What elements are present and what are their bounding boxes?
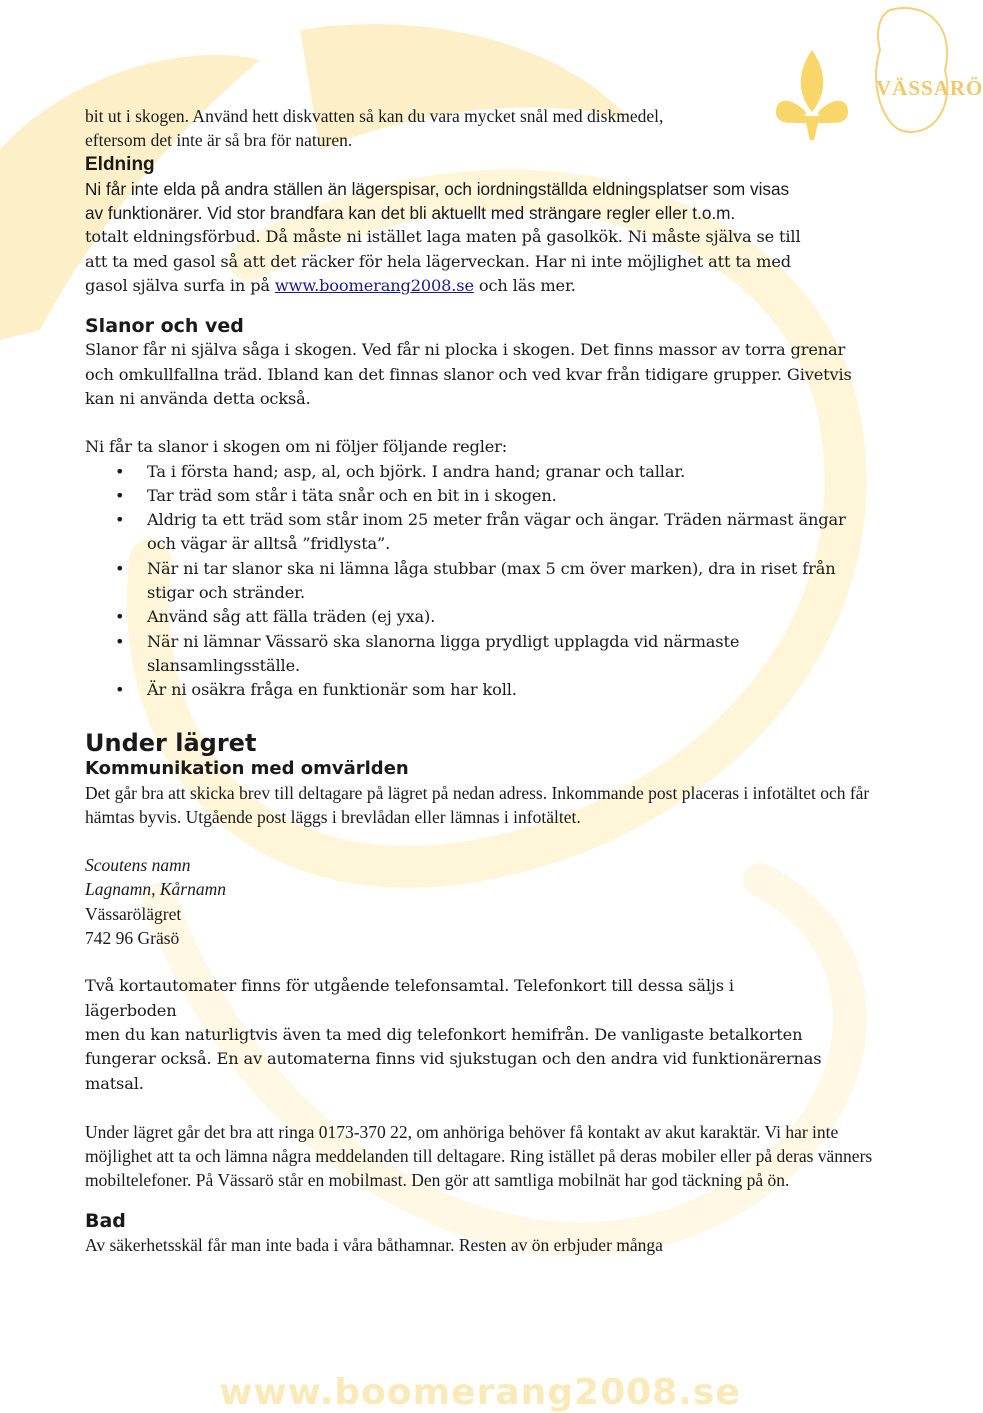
document-body [85,104,875,1257]
address-team-name: Lagnamn, Kårnamn [85,879,226,900]
slanor-rules-intro: Ni får ta slanor i skogen om ni följer följande regler: [85,437,508,457]
telephone-line-2: lägerboden [85,1000,177,1020]
eldning-line-5 [85,276,576,295]
telephone-rest: men du kan naturligtvis även ta med dig telefonkort hemifrån. De vanligaste betalkorten fungerar också. En av automaterna finns vid sjukstugan och den andra vid funktionärernas matsal. [85,1024,822,1093]
boomerang-website-link[interactable]: www.boomerang2008.se [274,276,474,296]
eldning-line-4: att ta med gasol så att det räcker för hela lägerveckan. Har ni inte möjlighet att ta med [85,251,792,271]
heading-under-lagret: Under lägret [85,728,257,757]
eldning-line-5-start: gasol själva surfa in på [85,276,275,296]
eldning-paragraph [85,177,875,298]
heading-slanor: Slanor och ved [85,315,244,338]
rule-list-item: • Tar träd som står i täta snår och en bit in i skogen. [85,484,875,508]
eldning-line-1: Ni får inte elda på andra ställen än lägerspisar, och iordningställda eldningsplatser som visas [85,178,790,199]
bad-paragraph: Av säkerhetsskäl får man inte bada i våra båthamnar. Resten av ön erbjuder många [85,1234,663,1255]
postal-address [85,853,875,950]
rule-list-item: • När ni tar slanor ska ni lämna låga stubbar (max 5 cm över marken), dra in riset från stigar och stränder. [85,557,875,606]
intro-line-2: eftersom det inte är så bra för naturen. [85,130,353,151]
brand-corner-text: VÄSSARÖ [876,76,983,100]
intro-paragraph [85,104,875,153]
heading-bad: Bad [85,1209,126,1232]
heading-eldning: Eldning [85,153,155,175]
slanor-rules-list [85,460,875,703]
kommunikation-paragraph: Det går bra att skicka brev till deltagare på lägret på nedan adress. Inkommande post placeras i infotältet och får hämtas byvis. Utgående post läggs i brevlådan eller lämnas i infotältet. [85,782,870,827]
rule-list-item: • Använd såg att fälla träden (ej yxa). [85,605,875,629]
eldning-line-5-end: och läs mer. [473,276,576,296]
rule-list-item: • Ta i första hand; asp, al, och björk. I andra hand; granar och tallar. [85,460,875,484]
telephone-paragraph-1 [85,974,875,1095]
heading-kommunikation: Kommunikation med omvärlden [85,757,409,779]
address-scout-name: Scoutens namn [85,855,191,876]
eldning-line-3: totalt eldningsförbud. Då måste ni istället laga maten på gasolkök. Ni måste själva se till [85,227,801,247]
intro-line-1: bit ut i skogen. Använd hett diskvatten så kan du vara mycket snål med diskmedel, [85,106,664,126]
telephone-line-1: Två kortautomater finns för utgående telefonsamtal. Telefonkort till dessa säljs i [85,976,734,996]
rule-list-item: • Är ni osäkra fråga en funktionär som har koll. [85,678,875,702]
eldning-line-2: av funktionärer. Vid stor brandfara kan det bli aktuellt med strängare regler eller t.o.m. [85,203,736,224]
telephone-paragraph-2: Under lägret går det bra att ringa 0173-370 22, om anhöriga behöver få kontakt av akut karaktär. Vi har inte möjlighet att ta och lämna några meddelanden till deltagare. Ring istället på deras mobiler eller på deras vänners mobiltelefoner. På Vässarö står en mobilmast. Den gör att samtliga mobilnät har god täckning på ön. [85,1121,873,1191]
rule-list-item: • Aldrig ta ett träd som står inom 25 meter från vägar och ängar. Träden närmast ängar och vägar är alltså ”fridlysta”. [85,508,875,557]
address-camp: Vässarölägret [85,903,182,924]
footer-website-watermark: www.boomerang2008.se [219,1372,741,1413]
slanor-paragraph: Slanor får ni själva såga i skogen. Ved får ni plocka i skogen. Det finns massor av torra grenar och omkullfallna träd. Ibland kan det finnas slanor och ved kvar från tidigare grupper. Givetvis kan ni använda detta också. [85,340,852,408]
island-map-outline [876,8,947,132]
rule-list-item: • När ni lämnar Vässarö ska slanorna ligga prydligt upplagda vid närmaste slansamlingsställe. [85,630,875,679]
address-postcode: 742 96 Gräsö [85,928,180,949]
